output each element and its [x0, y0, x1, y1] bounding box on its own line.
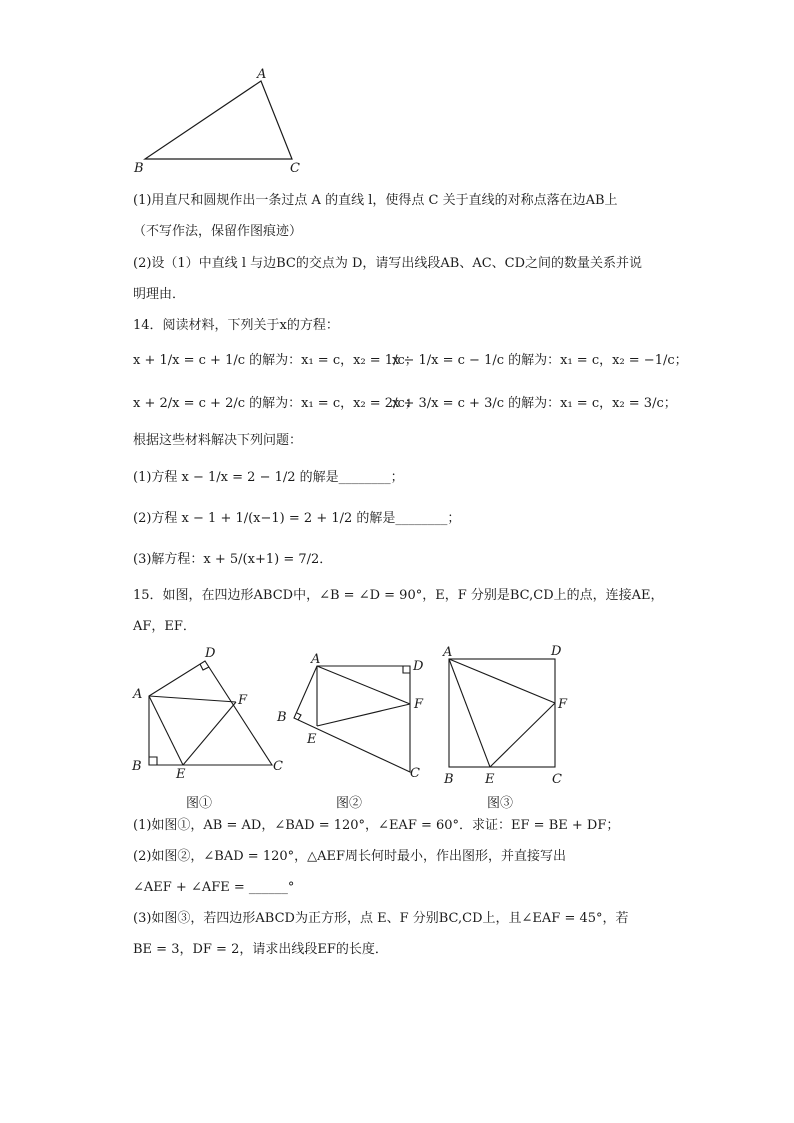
fig3-square: [449, 659, 555, 767]
q15-part1: (1)如图①，AB = AD，∠BAD = 120°，∠EAF = 60°．求证：EF = BE + DF；: [133, 818, 620, 833]
q14-material-3: x + 2/x = c + 2/c 的解为：x₁ = c，x₂ = 2/c；: [133, 396, 418, 411]
fig3-label-a: A: [443, 645, 453, 660]
q14-intro: 14．阅读材料，下列关于x的方程：: [133, 318, 339, 333]
fig2-label-b: B: [277, 710, 287, 725]
fig1-label-d: D: [205, 646, 216, 661]
q14-part2: (2)方程 x − 1 + 1/(x−1) = 2 + 1/2 的解是________；: [133, 511, 461, 526]
fig3-label-c: C: [552, 772, 562, 787]
fig3-label-d: D: [551, 644, 562, 659]
q14-material-4: x + 3/x = c + 3/c 的解为：x₁ = c，x₂ = 3/c；: [392, 396, 677, 411]
q14-part3: (3)解方程：x + 5/(x+1) = 7/2．: [133, 552, 333, 567]
fig3-label-f: F: [558, 697, 568, 712]
q15-intro-line2: AF，EF．: [133, 619, 196, 634]
q15-intro-line1: 15．如图，在四边形ABCD中，∠B = ∠D = 90°，E，F 分别是BC,CD上的点，连接AE，: [133, 588, 664, 603]
fig1-label-e: E: [176, 767, 186, 782]
q15-part2-line1: (2)如图②，∠BAD = 120°，△AEF周长何时最小，作出图形，并直接写出: [133, 849, 567, 864]
q14-task: 根据这些材料解决下列问题：: [133, 433, 303, 448]
q15-part3-line1: (3)如图③，若四边形ABCD为正方形，点 E、F 分别BC,CD上，且∠EAF = 45°，若: [133, 911, 629, 926]
fig1-label-a: A: [133, 687, 143, 702]
q13-part1-line1: (1)用直尺和圆规作出一条过点 A 的直线 l，使得点 C 关于直线的对称点落在边AB上: [133, 193, 618, 208]
fig3-label-e: E: [485, 772, 495, 787]
label-b: B: [134, 161, 144, 176]
q13-part1-line2: （不写作法，保留作图痕迹）: [133, 224, 303, 239]
figure-2: [272, 650, 432, 785]
label-c: C: [290, 161, 300, 176]
q14-part1: (1)方程 x − 1/x = 2 − 1/2 的解是________；: [133, 470, 404, 485]
fig1-quadrilateral: [149, 661, 272, 765]
fig2-label-f: F: [414, 697, 424, 712]
fig3-label-b: B: [444, 772, 454, 787]
triangle-figure: [120, 60, 320, 180]
fig2-label-e: E: [307, 732, 317, 747]
q13-part2-line1: (2)设（1）中直线 l 与边BC的交点为 D，请写出线段AB、AC、CD之间的数量关系并说: [133, 256, 643, 271]
label-a: A: [257, 67, 267, 82]
fig1-label-c: C: [273, 759, 283, 774]
figure-3: [438, 642, 578, 787]
q14-material-1: x + 1/x = c + 1/c 的解为：x₁ = c，x₂ = 1/c；: [133, 353, 418, 368]
triangle-abc: [145, 81, 292, 159]
q15-part2-line2: ∠AEF + ∠AFE = ______°: [133, 880, 295, 895]
fig2-label-d: D: [413, 659, 424, 674]
fig3-caption: 图③: [487, 796, 514, 811]
fig1-label-b: B: [132, 759, 142, 774]
fig2-quadrilateral: [294, 666, 410, 772]
q13-part2-line2: 明理由．: [133, 287, 186, 302]
fig2-label-a: A: [311, 652, 321, 667]
fig1-label-f: F: [238, 693, 248, 708]
fig1-caption: 图①: [186, 796, 213, 811]
fig2-label-c: C: [410, 766, 420, 781]
q15-part3-line2: BE = 3，DF = 2，请求出线段EF的长度．: [133, 942, 388, 957]
q14-material-2: x − 1/x = c − 1/c 的解为：x₁ = c，x₂ = −1/c；: [392, 353, 688, 368]
fig2-caption: 图②: [336, 796, 363, 811]
